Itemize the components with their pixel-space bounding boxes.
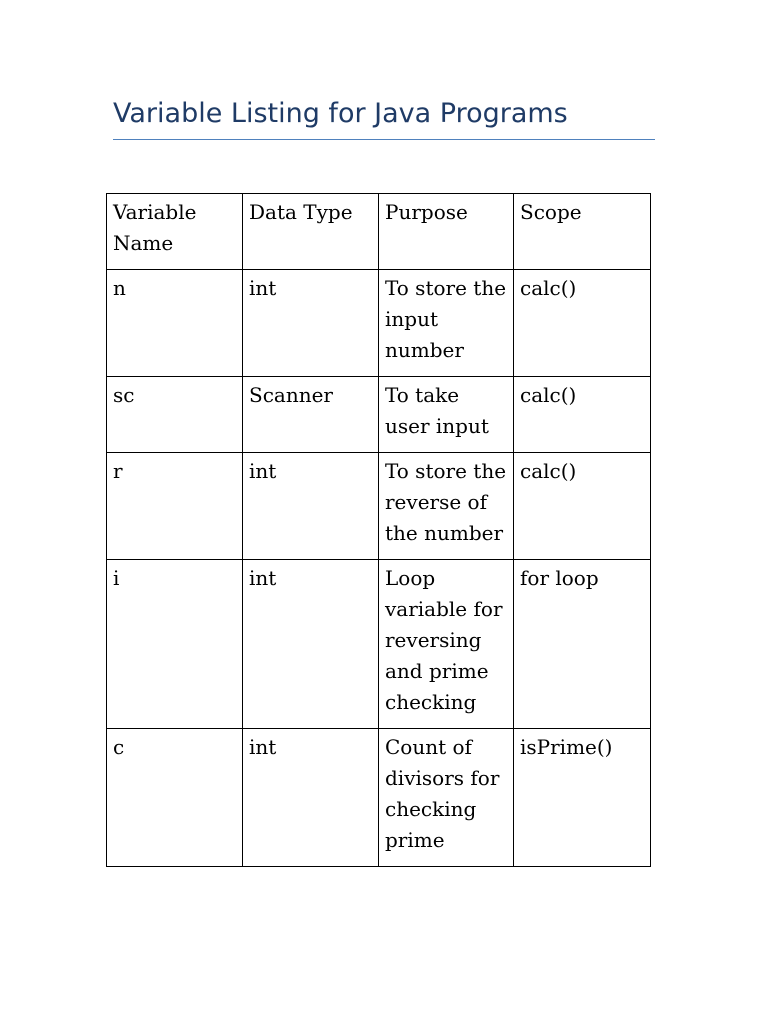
- cell-scope: [514, 729, 651, 867]
- cell-data-type: [243, 453, 379, 560]
- header-cell-variable-name: [107, 194, 243, 270]
- cell-text: Scanner: [249, 383, 333, 407]
- cell-text: isPrime(): [520, 735, 613, 759]
- cell-text: int: [249, 459, 277, 483]
- table-row: [107, 270, 651, 377]
- header-cell-data-type: [243, 194, 379, 270]
- header-label: Data Type: [249, 200, 353, 224]
- cell-purpose: [379, 560, 514, 729]
- cell-purpose: [379, 729, 514, 867]
- cell-scope: [514, 377, 651, 453]
- table-row: [107, 729, 651, 867]
- header-cell-purpose: [379, 194, 514, 270]
- cell-variable-name: [107, 453, 243, 560]
- cell-variable-name: [107, 270, 243, 377]
- cell-text: i: [113, 566, 120, 590]
- cell-text: calc(): [520, 276, 577, 300]
- cell-text: To take user input: [385, 383, 489, 438]
- header-label: Variable Name: [113, 200, 197, 255]
- cell-purpose: [379, 377, 514, 453]
- cell-purpose: [379, 453, 514, 560]
- cell-variable-name: [107, 560, 243, 729]
- cell-scope: [514, 560, 651, 729]
- table-row: [107, 453, 651, 560]
- document-title: Variable Listing for Java Programs: [113, 98, 568, 129]
- cell-text: r: [113, 459, 123, 483]
- title-underline: [113, 139, 655, 140]
- cell-text: for loop: [520, 566, 599, 590]
- cell-data-type: [243, 729, 379, 867]
- variable-table: [106, 193, 651, 867]
- cell-text: Count of divisors for checking prime: [385, 735, 500, 852]
- header-label: Scope: [520, 200, 582, 224]
- cell-text: calc(): [520, 459, 577, 483]
- cell-purpose: [379, 270, 514, 377]
- cell-text: int: [249, 276, 277, 300]
- cell-text: int: [249, 735, 277, 759]
- cell-variable-name: [107, 729, 243, 867]
- cell-text: n: [113, 276, 126, 300]
- cell-data-type: [243, 560, 379, 729]
- header-label: Purpose: [385, 200, 468, 224]
- cell-variable-name: [107, 377, 243, 453]
- cell-text: Loop variable for reversing and prime checking: [385, 566, 503, 714]
- cell-text: To store the reverse of the number: [385, 459, 507, 545]
- header-cell-scope: [514, 194, 651, 270]
- cell-text: sc: [113, 383, 135, 407]
- table-row: [107, 377, 651, 453]
- cell-text: c: [113, 735, 125, 759]
- table-header-row: [107, 194, 651, 270]
- cell-data-type: [243, 270, 379, 377]
- cell-data-type: [243, 377, 379, 453]
- cell-text: int: [249, 566, 277, 590]
- cell-scope: [514, 270, 651, 377]
- cell-text: To store the input number: [385, 276, 507, 362]
- cell-text: calc(): [520, 383, 577, 407]
- cell-scope: [514, 453, 651, 560]
- table-row: [107, 560, 651, 729]
